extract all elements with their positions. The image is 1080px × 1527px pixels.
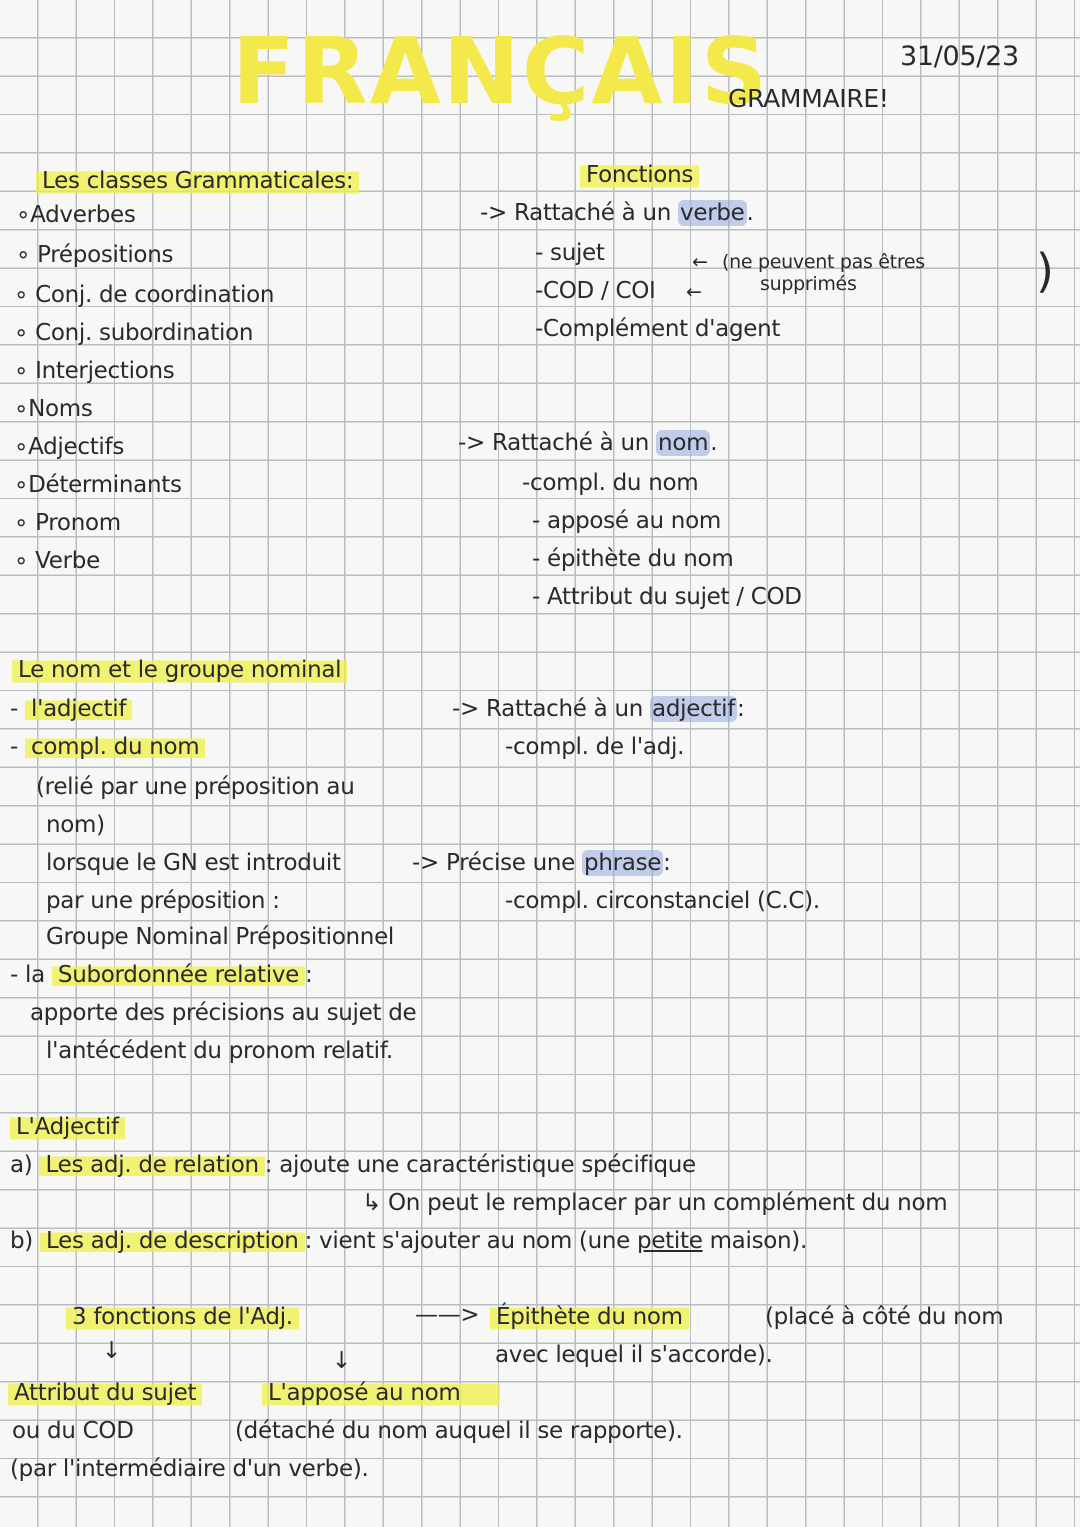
text-line: apporte des précisions au sujet de bbox=[30, 1000, 417, 1026]
date: 31/05/23 bbox=[900, 41, 1019, 72]
list-item: ∘Adverbes bbox=[16, 202, 136, 228]
nom-word: nom bbox=[658, 430, 709, 456]
text-line: (relié par une préposition au bbox=[36, 774, 355, 800]
adjectif-word: adjectif bbox=[652, 696, 736, 722]
list-item: ∘ Interjections bbox=[14, 358, 175, 384]
epithete-term: Épithète du nom bbox=[490, 1302, 689, 1332]
list-item: ∘Déterminants bbox=[14, 472, 182, 498]
list-item: -compl. du nom bbox=[522, 470, 699, 496]
gn-subordonnee bbox=[10, 960, 312, 990]
list-item: ∘ Verbe bbox=[14, 548, 100, 574]
adj-description bbox=[10, 1226, 807, 1256]
gn-adjectif bbox=[10, 694, 132, 724]
punct: : bbox=[305, 962, 313, 988]
adj-intro bbox=[452, 694, 745, 724]
intro-text: -> Précise une bbox=[412, 850, 583, 876]
subject-label: GRAMMAIRE! bbox=[728, 84, 889, 113]
text-line: par une préposition : bbox=[46, 888, 280, 914]
appose-term: L'apposé au nom bbox=[262, 1378, 500, 1408]
text-line: (placé à côté du nom bbox=[765, 1304, 1004, 1330]
text-line: ↳ On peut le remplacer par un complément du nom bbox=[362, 1190, 948, 1216]
list-item: ∘Noms bbox=[14, 396, 93, 422]
note: (ne peuvent pas êtres bbox=[722, 251, 925, 273]
list-item: ∘ Pronom bbox=[14, 510, 121, 536]
list-item: - apposé au nom bbox=[532, 508, 721, 534]
dash: - bbox=[10, 696, 26, 722]
list-item: ∘ Prépositions bbox=[16, 242, 174, 268]
adj-relation bbox=[10, 1150, 696, 1180]
intro-text: -> Rattaché à un bbox=[458, 430, 657, 456]
punct: : bbox=[663, 850, 671, 876]
dash: - bbox=[10, 734, 26, 760]
text-line: avec lequel il s'accorde). bbox=[495, 1342, 773, 1368]
intro-text: -> Rattaché à un bbox=[452, 696, 651, 722]
list-item: - sujet bbox=[535, 240, 605, 266]
text-line: l'antécédent du pronom relatif. bbox=[46, 1038, 393, 1064]
arrow-down-icon: ↓ bbox=[102, 1338, 121, 1364]
fonctions-heading: Fonctions bbox=[580, 160, 699, 190]
gn-heading: Le nom et le groupe nominal bbox=[12, 655, 347, 685]
fonctions-adj: 3 fonctions de l'Adj. bbox=[66, 1302, 299, 1332]
subordonnee-term: Subordonnée relative bbox=[52, 962, 305, 988]
list-item: -COD / COI bbox=[535, 278, 656, 304]
definition: : ajoute une caractéristique spécifique bbox=[264, 1152, 696, 1178]
list-item: -compl. de l'adj. bbox=[505, 734, 685, 760]
underlined-word: petite bbox=[637, 1228, 703, 1254]
phrase-intro bbox=[412, 848, 671, 878]
relation-term: Les adj. de relation bbox=[39, 1152, 264, 1178]
list-item: ∘ Conj. de coordination bbox=[14, 282, 275, 308]
list-item: -Complément d'agent bbox=[535, 316, 781, 342]
list-item: -compl. circonstanciel (C.C). bbox=[505, 888, 820, 914]
verbe-word: verbe bbox=[680, 200, 745, 226]
text-line: lorsque le GN est introduit bbox=[46, 850, 341, 876]
phrase-word: phrase bbox=[584, 850, 662, 876]
verbe-intro bbox=[480, 198, 754, 228]
intro-text: -> Rattaché à un bbox=[480, 200, 679, 226]
definition: : vient s'ajouter au nom (une bbox=[304, 1228, 638, 1254]
adjectif-term: l'adjectif bbox=[25, 696, 132, 722]
adjectif-heading: L'Adjectif bbox=[10, 1112, 125, 1142]
definition-end: maison). bbox=[702, 1228, 807, 1254]
compl-term: compl. du nom bbox=[25, 734, 205, 760]
classes-heading: Les classes Grammaticales: bbox=[36, 166, 359, 196]
text-line: Groupe Nominal Prépositionnel bbox=[46, 924, 395, 950]
arrow-left-icon: ← bbox=[686, 281, 702, 303]
gn-compl bbox=[10, 732, 205, 762]
description-term: Les adj. de description bbox=[40, 1228, 305, 1254]
list-item: ∘ Conj. subordination bbox=[14, 320, 254, 346]
list-item: - Attribut du sujet / COD bbox=[532, 584, 802, 610]
punct: . bbox=[746, 200, 754, 226]
text-line: (par l'intermédiaire d'un verbe). bbox=[10, 1456, 369, 1482]
list-item: ∘Adjectifs bbox=[14, 434, 125, 460]
punct: . bbox=[710, 430, 718, 456]
dash: - la bbox=[10, 962, 52, 988]
page-title: FRANÇAIS bbox=[232, 18, 770, 125]
label: b) bbox=[10, 1228, 40, 1254]
text-line: (détaché du nom auquel il se rapporte). bbox=[235, 1418, 683, 1444]
attribut-term: Attribut du sujet bbox=[8, 1378, 202, 1408]
punct: : bbox=[737, 696, 745, 722]
arrow-right-icon: ——> bbox=[415, 1302, 480, 1328]
nom-intro bbox=[458, 428, 717, 458]
list-item: - épithète du nom bbox=[532, 546, 734, 572]
label: a) bbox=[10, 1152, 40, 1178]
text-line: nom) bbox=[46, 812, 105, 838]
note-paren: ) bbox=[1036, 244, 1054, 298]
arrow-left-icon: ← bbox=[692, 251, 708, 273]
text-line: ou du COD bbox=[12, 1418, 134, 1444]
note: supprimés bbox=[760, 273, 857, 295]
arrow-down-icon: ↓ bbox=[332, 1348, 351, 1374]
